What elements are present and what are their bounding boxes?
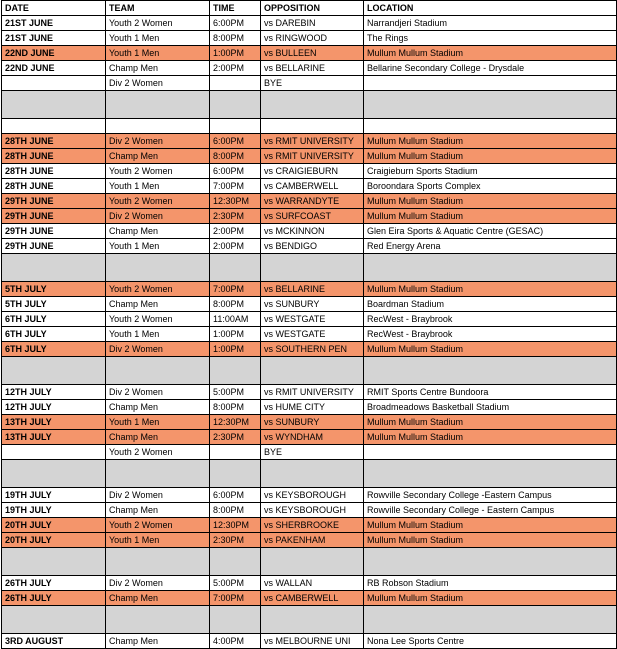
time-cell[interactable]	[210, 460, 261, 488]
opposition-cell[interactable]	[261, 606, 364, 634]
home-game-row	[2, 415, 617, 430]
time-cell[interactable]	[210, 254, 261, 282]
home-game-row	[2, 533, 617, 548]
location-cell[interactable]: Nona Lee Sports Centre	[364, 634, 617, 649]
time-cell[interactable]: 2:30PM	[210, 430, 261, 445]
location-cell[interactable]	[364, 357, 617, 385]
team-cell[interactable]: Champ Men	[106, 430, 210, 445]
date-cell[interactable]	[2, 76, 106, 91]
team-cell[interactable]: Youth 2 Women	[106, 312, 210, 327]
opposition-cell[interactable]: vs WARRANDYTE	[261, 194, 364, 209]
time-cell[interactable]: 2:00PM	[210, 61, 261, 76]
date-cell[interactable]: 29TH JUNE	[2, 194, 106, 209]
header-team-cell[interactable]: TEAM	[106, 1, 210, 16]
home-game-row	[2, 134, 617, 149]
week-separator-row	[2, 606, 617, 634]
location-cell[interactable]	[364, 254, 617, 282]
location-cell[interactable]: Mullum Mullum Stadium	[364, 134, 617, 149]
location-cell[interactable]	[364, 445, 617, 460]
location-cell[interactable]: Glen Eira Sports & Aquatic Centre (GESAC)	[364, 224, 617, 239]
away-game-row	[2, 576, 617, 591]
home-game-row	[2, 342, 617, 357]
date-cell[interactable]: 6TH JULY	[2, 312, 106, 327]
time-cell[interactable]: 2:30PM	[210, 533, 261, 548]
team-cell[interactable]	[106, 91, 210, 119]
time-cell[interactable]: 6:00PM	[210, 134, 261, 149]
date-cell[interactable]: 5TH JULY	[2, 297, 106, 312]
location-cell[interactable]: Mullum Mullum Stadium	[364, 282, 617, 297]
week-separator-row	[2, 91, 617, 119]
date-cell[interactable]: 12TH JULY	[2, 385, 106, 400]
opposition-cell[interactable]: vs RINGWOOD	[261, 31, 364, 46]
location-cell[interactable]: Mullum Mullum Stadium	[364, 533, 617, 548]
opposition-cell[interactable]: vs RMIT UNIVERSITY	[261, 149, 364, 164]
date-cell[interactable]: 19TH JULY	[2, 503, 106, 518]
team-cell[interactable]: Youth 1 Men	[106, 239, 210, 254]
team-cell[interactable]	[106, 119, 210, 134]
team-cell[interactable]: Youth 1 Men	[106, 31, 210, 46]
away-game-row	[2, 400, 617, 415]
opposition-cell[interactable]	[261, 357, 364, 385]
opposition-cell[interactable]: vs KEYSBOROUGH	[261, 488, 364, 503]
location-cell[interactable]: Mullum Mullum Stadium	[364, 149, 617, 164]
date-cell[interactable]: 6TH JULY	[2, 327, 106, 342]
date-cell[interactable]	[2, 91, 106, 119]
team-cell[interactable]: Youth 1 Men	[106, 46, 210, 61]
team-cell[interactable]	[106, 548, 210, 576]
week-separator-row	[2, 254, 617, 282]
opposition-cell[interactable]	[261, 548, 364, 576]
team-cell[interactable]: Champ Men	[106, 224, 210, 239]
opposition-cell[interactable]: vs HUME CITY	[261, 400, 364, 415]
time-cell[interactable]: 12:30PM	[210, 518, 261, 533]
time-cell[interactable]	[210, 445, 261, 460]
opposition-cell[interactable]: vs BELLARINE	[261, 282, 364, 297]
team-cell[interactable]: Champ Men	[106, 634, 210, 649]
opposition-cell[interactable]: vs WESTGATE	[261, 327, 364, 342]
location-cell[interactable]: RecWest - Braybrook	[364, 327, 617, 342]
time-cell[interactable]: 6:00PM	[210, 16, 261, 31]
opposition-cell[interactable]: vs MCKINNON	[261, 224, 364, 239]
team-cell[interactable]: Youth 2 Women	[106, 194, 210, 209]
time-cell[interactable]: 7:00PM	[210, 591, 261, 606]
away-game-row	[2, 488, 617, 503]
team-cell[interactable]: Div 2 Women	[106, 488, 210, 503]
opposition-cell[interactable]: vs CRAIGIEBURN	[261, 164, 364, 179]
away-game-row	[2, 31, 617, 46]
opposition-cell[interactable]: vs SUNBURY	[261, 415, 364, 430]
home-game-row	[2, 430, 617, 445]
date-cell[interactable]	[2, 357, 106, 385]
date-cell[interactable]: 28TH JUNE	[2, 164, 106, 179]
opposition-cell[interactable]: vs BENDIGO	[261, 239, 364, 254]
time-cell[interactable]: 8:00PM	[210, 297, 261, 312]
time-cell[interactable]	[210, 357, 261, 385]
date-cell[interactable]: 29TH JUNE	[2, 224, 106, 239]
date-cell[interactable]: 22ND JUNE	[2, 46, 106, 61]
fixture-table	[1, 0, 617, 649]
date-cell[interactable]: 13TH JULY	[2, 415, 106, 430]
date-cell[interactable]: 28TH JUNE	[2, 149, 106, 164]
team-cell[interactable]: Div 2 Women	[106, 76, 210, 91]
time-cell[interactable]: 8:00PM	[210, 149, 261, 164]
time-cell[interactable]	[210, 91, 261, 119]
team-cell[interactable]: Div 2 Women	[106, 576, 210, 591]
time-cell[interactable]: 6:00PM	[210, 164, 261, 179]
date-cell[interactable]: 12TH JULY	[2, 400, 106, 415]
header-opposition-cell[interactable]: OPPOSITION	[261, 1, 364, 16]
time-cell[interactable]: 6:00PM	[210, 488, 261, 503]
location-cell[interactable]: Red Energy Arena	[364, 239, 617, 254]
team-cell[interactable]	[106, 254, 210, 282]
time-cell[interactable]	[210, 548, 261, 576]
location-cell[interactable]: Boardman Stadium	[364, 297, 617, 312]
team-cell[interactable]: Champ Men	[106, 297, 210, 312]
team-cell[interactable]: Youth 1 Men	[106, 179, 210, 194]
team-cell[interactable]: Champ Men	[106, 149, 210, 164]
opposition-cell[interactable]: vs SHERBROOKE	[261, 518, 364, 533]
away-game-row	[2, 445, 617, 460]
team-cell[interactable]: Youth 2 Women	[106, 445, 210, 460]
team-cell[interactable]: Youth 1 Men	[106, 327, 210, 342]
location-cell[interactable]: Mullum Mullum Stadium	[364, 415, 617, 430]
location-cell[interactable]: Mullum Mullum Stadium	[364, 518, 617, 533]
opposition-cell[interactable]: vs MELBOURNE UNI	[261, 634, 364, 649]
opposition-cell[interactable]: vs CAMBERWELL	[261, 591, 364, 606]
home-game-row	[2, 282, 617, 297]
location-cell[interactable]	[364, 91, 617, 119]
time-cell[interactable]: 4:00PM	[210, 634, 261, 649]
team-cell[interactable]: Youth 1 Men	[106, 533, 210, 548]
time-cell[interactable]: 8:00PM	[210, 503, 261, 518]
time-cell[interactable]: 8:00PM	[210, 400, 261, 415]
date-cell[interactable]: 28TH JUNE	[2, 134, 106, 149]
blank-row	[2, 119, 617, 134]
header-location-cell[interactable]: LOCATION	[364, 1, 617, 16]
team-cell[interactable]: Div 2 Women	[106, 134, 210, 149]
team-cell[interactable]: Champ Men	[106, 400, 210, 415]
away-game-row	[2, 385, 617, 400]
away-game-row	[2, 503, 617, 518]
time-cell[interactable]: 2:00PM	[210, 239, 261, 254]
away-game-row	[2, 312, 617, 327]
team-cell[interactable]: Div 2 Women	[106, 342, 210, 357]
date-cell[interactable]	[2, 606, 106, 634]
opposition-cell[interactable]: vs SUNBURY	[261, 297, 364, 312]
date-cell[interactable]: 20TH JULY	[2, 518, 106, 533]
away-game-row	[2, 634, 617, 649]
location-cell[interactable]: The Rings	[364, 31, 617, 46]
location-cell[interactable]: RMIT Sports Centre Bundoora	[364, 385, 617, 400]
header-time-cell[interactable]: TIME	[210, 1, 261, 16]
time-cell[interactable]: 1:00PM	[210, 46, 261, 61]
location-cell[interactable]: Broadmeadows Basketball Stadium	[364, 400, 617, 415]
away-game-row	[2, 297, 617, 312]
team-cell[interactable]: Champ Men	[106, 591, 210, 606]
team-cell[interactable]: Youth 2 Women	[106, 518, 210, 533]
time-cell[interactable]: 12:30PM	[210, 194, 261, 209]
opposition-cell[interactable]: BYE	[261, 445, 364, 460]
location-cell[interactable]: RecWest - Braybrook	[364, 312, 617, 327]
opposition-cell[interactable]: vs SURFCOAST	[261, 209, 364, 224]
opposition-cell[interactable]: vs BULLEEN	[261, 46, 364, 61]
home-game-row	[2, 209, 617, 224]
team-cell[interactable]: Champ Men	[106, 503, 210, 518]
team-cell[interactable]: Div 2 Women	[106, 385, 210, 400]
time-cell[interactable]	[210, 606, 261, 634]
time-cell[interactable]	[210, 119, 261, 134]
opposition-cell[interactable]: vs RMIT UNIVERSITY	[261, 385, 364, 400]
away-game-row	[2, 16, 617, 31]
home-game-row	[2, 518, 617, 533]
location-cell[interactable]: Mullum Mullum Stadium	[364, 194, 617, 209]
location-cell[interactable]: Mullum Mullum Stadium	[364, 209, 617, 224]
location-cell[interactable]: Rowville Secondary College -Eastern Campus	[364, 488, 617, 503]
date-cell[interactable]: 29TH JUNE	[2, 239, 106, 254]
time-cell[interactable]: 7:00PM	[210, 282, 261, 297]
time-cell[interactable]: 11:00AM	[210, 312, 261, 327]
date-cell[interactable]: 5TH JULY	[2, 282, 106, 297]
header-date-cell[interactable]: DATE	[2, 1, 106, 16]
team-cell[interactable]: Youth 2 Women	[106, 164, 210, 179]
time-cell[interactable]	[210, 76, 261, 91]
team-cell[interactable]: Youth 2 Women	[106, 16, 210, 31]
opposition-cell[interactable]: vs PAKENHAM	[261, 533, 364, 548]
time-cell[interactable]: 5:00PM	[210, 576, 261, 591]
opposition-cell[interactable]: vs WYNDHAM	[261, 430, 364, 445]
location-cell[interactable]: Mullum Mullum Stadium	[364, 342, 617, 357]
location-cell[interactable]: Mullum Mullum Stadium	[364, 46, 617, 61]
away-game-row	[2, 239, 617, 254]
date-cell[interactable]	[2, 119, 106, 134]
opposition-cell[interactable]: vs BELLARINE	[261, 61, 364, 76]
date-cell[interactable]: 6TH JULY	[2, 342, 106, 357]
location-cell[interactable]	[364, 460, 617, 488]
home-game-row	[2, 194, 617, 209]
opposition-cell[interactable]: vs SOUTHERN PEN	[261, 342, 364, 357]
team-cell[interactable]	[106, 460, 210, 488]
opposition-cell[interactable]	[261, 91, 364, 119]
date-cell[interactable]: 21ST JUNE	[2, 16, 106, 31]
time-cell[interactable]: 8:00PM	[210, 31, 261, 46]
location-cell[interactable]	[364, 606, 617, 634]
time-cell[interactable]: 1:00PM	[210, 327, 261, 342]
location-cell[interactable]	[364, 548, 617, 576]
week-separator-row	[2, 548, 617, 576]
date-cell[interactable]	[2, 254, 106, 282]
location-cell[interactable]: Rowville Secondary College - Eastern Campus	[364, 503, 617, 518]
time-cell[interactable]: 5:00PM	[210, 385, 261, 400]
date-cell[interactable]: 26TH JULY	[2, 591, 106, 606]
away-game-row	[2, 224, 617, 239]
opposition-cell[interactable]: vs KEYSBOROUGH	[261, 503, 364, 518]
time-cell[interactable]: 2:00PM	[210, 224, 261, 239]
date-cell[interactable]: 3RD AUGUST	[2, 634, 106, 649]
location-cell[interactable]: Mullum Mullum Stadium	[364, 591, 617, 606]
team-cell[interactable]: Youth 1 Men	[106, 415, 210, 430]
location-cell[interactable]: Craigieburn Sports Stadium	[364, 164, 617, 179]
fixture-rows	[2, 16, 617, 649]
opposition-cell[interactable]: vs CAMBERWELL	[261, 179, 364, 194]
opposition-cell[interactable]: vs RMIT UNIVERSITY	[261, 134, 364, 149]
opposition-cell[interactable]: vs WESTGATE	[261, 312, 364, 327]
date-cell[interactable]	[2, 445, 106, 460]
away-game-row	[2, 76, 617, 91]
time-cell[interactable]: 1:00PM	[210, 342, 261, 357]
date-cell[interactable]: 21ST JUNE	[2, 31, 106, 46]
date-cell[interactable]: 26TH JULY	[2, 576, 106, 591]
opposition-cell[interactable]	[261, 119, 364, 134]
date-cell[interactable]	[2, 460, 106, 488]
date-cell[interactable]: 29TH JUNE	[2, 209, 106, 224]
date-cell[interactable]: 13TH JULY	[2, 430, 106, 445]
time-cell[interactable]: 12:30PM	[210, 415, 261, 430]
time-cell[interactable]: 7:00PM	[210, 179, 261, 194]
opposition-cell[interactable]: BYE	[261, 76, 364, 91]
team-cell[interactable]	[106, 606, 210, 634]
home-game-row	[2, 149, 617, 164]
date-cell[interactable]: 22ND JUNE	[2, 61, 106, 76]
date-cell[interactable]: 28TH JUNE	[2, 179, 106, 194]
opposition-cell[interactable]	[261, 460, 364, 488]
team-cell[interactable]: Div 2 Women	[106, 209, 210, 224]
opposition-cell[interactable]	[261, 254, 364, 282]
location-cell[interactable]	[364, 76, 617, 91]
time-cell[interactable]: 2:30PM	[210, 209, 261, 224]
location-cell[interactable]	[364, 119, 617, 134]
team-cell[interactable]	[106, 357, 210, 385]
home-game-row	[2, 591, 617, 606]
week-separator-row	[2, 357, 617, 385]
away-game-row	[2, 327, 617, 342]
location-cell[interactable]: Boroondara Sports Complex	[364, 179, 617, 194]
header-row	[2, 1, 617, 16]
away-game-row	[2, 179, 617, 194]
date-cell[interactable]: 20TH JULY	[2, 533, 106, 548]
date-cell[interactable]: 19TH JULY	[2, 488, 106, 503]
away-game-row	[2, 61, 617, 76]
week-separator-row	[2, 460, 617, 488]
team-cell[interactable]: Youth 2 Women	[106, 282, 210, 297]
away-game-row	[2, 164, 617, 179]
location-cell[interactable]: Narrandjeri Stadium	[364, 16, 617, 31]
date-cell[interactable]	[2, 548, 106, 576]
opposition-cell[interactable]: vs WALLAN	[261, 576, 364, 591]
location-cell[interactable]: RB Robson Stadium	[364, 576, 617, 591]
team-cell[interactable]: Champ Men	[106, 61, 210, 76]
home-game-row	[2, 46, 617, 61]
location-cell[interactable]: Bellarine Secondary College - Drysdale	[364, 61, 617, 76]
opposition-cell[interactable]: vs DAREBIN	[261, 16, 364, 31]
location-cell[interactable]: Mullum Mullum Stadium	[364, 430, 617, 445]
